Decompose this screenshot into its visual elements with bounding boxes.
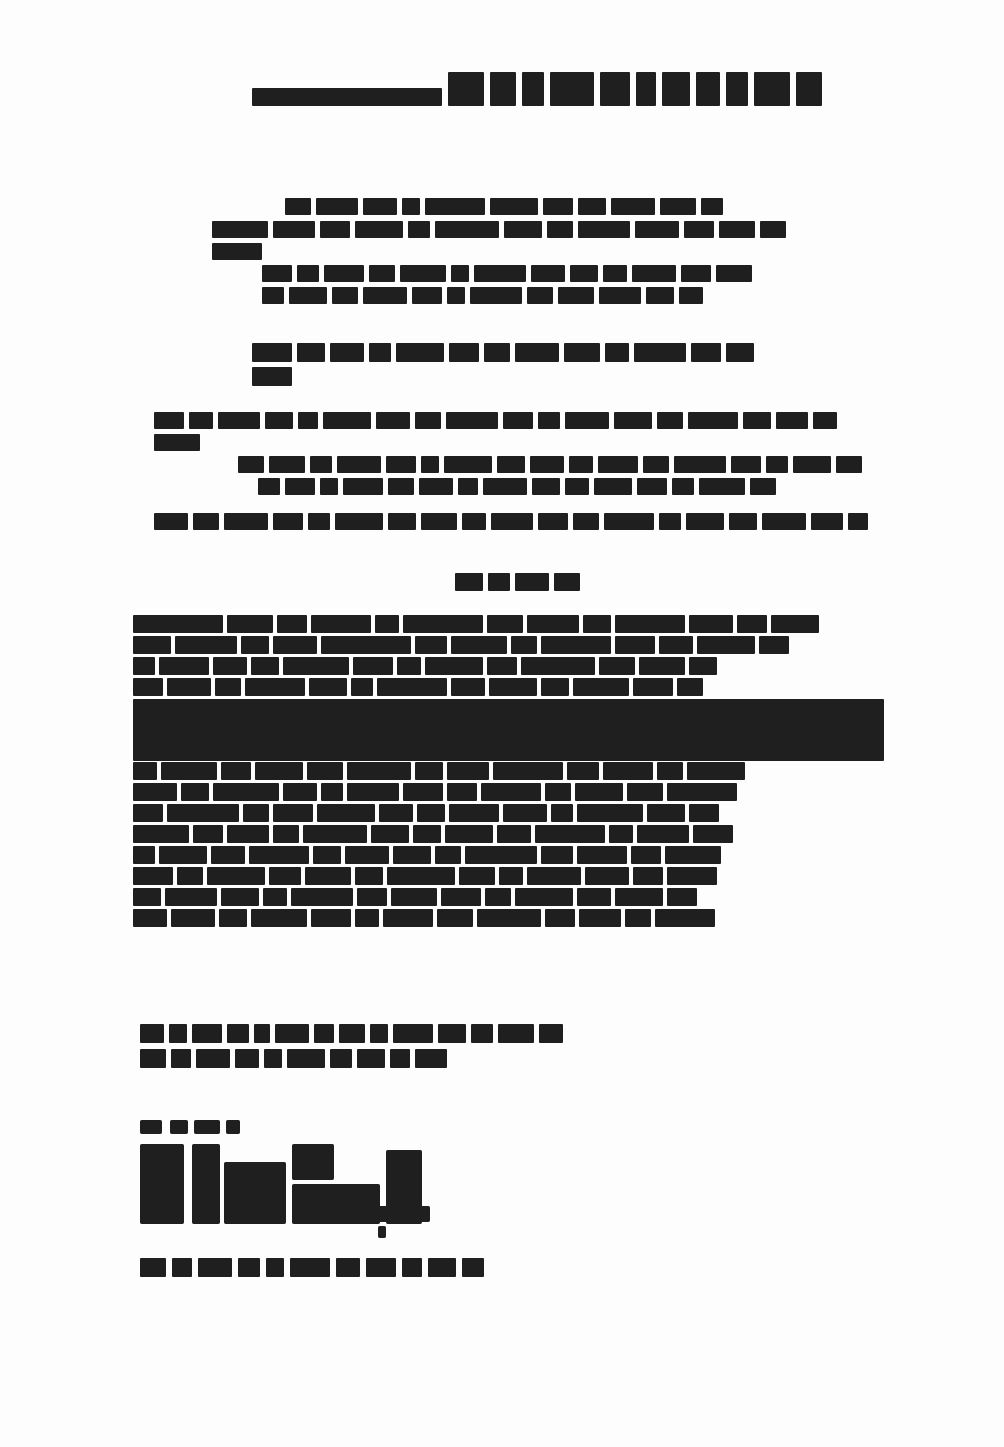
title-segment <box>448 72 484 106</box>
signature-stroke <box>292 1184 380 1224</box>
text-line <box>238 456 874 473</box>
data-table <box>133 615 884 980</box>
text-line <box>140 1024 620 1043</box>
table-row <box>133 678 884 696</box>
notes-block <box>0 1024 1004 1068</box>
text-line <box>212 221 808 260</box>
text-line <box>154 513 874 530</box>
table-row <box>133 699 884 717</box>
table-row <box>133 825 884 843</box>
body-block-1 <box>0 412 1004 530</box>
signature-stroke <box>378 1226 386 1238</box>
table-row <box>133 804 884 822</box>
title-segment <box>662 72 690 106</box>
signature-mark <box>194 1120 220 1134</box>
signature-mark <box>226 1120 240 1134</box>
table-row <box>133 846 884 864</box>
title-segment <box>600 72 630 106</box>
title-segment <box>726 72 748 106</box>
text-line <box>262 265 758 282</box>
text-line <box>452 573 582 591</box>
text-line <box>285 198 745 215</box>
signature-stroke <box>368 1206 430 1222</box>
signature-mark <box>170 1120 188 1134</box>
document-title <box>252 70 892 106</box>
table-row <box>133 720 884 738</box>
table-row <box>133 615 884 633</box>
signature-area <box>140 1120 460 1250</box>
title-segment <box>636 72 656 106</box>
table-row <box>133 888 884 906</box>
table-row <box>133 741 884 759</box>
signature-stroke <box>192 1144 220 1224</box>
table-row <box>133 783 884 801</box>
table-row <box>133 636 884 654</box>
signature-stroke <box>140 1144 184 1224</box>
table-row <box>133 909 884 927</box>
subheading-block <box>0 343 1004 386</box>
text-line <box>258 478 818 495</box>
title-segment <box>796 72 822 106</box>
title-segment <box>252 88 442 106</box>
title-segment <box>696 72 720 106</box>
table-row <box>133 657 884 675</box>
title-segment <box>754 72 790 106</box>
signature-mark <box>140 1120 162 1134</box>
table-row <box>133 762 884 780</box>
text-line <box>262 287 758 304</box>
text-line <box>140 1049 470 1068</box>
table-row <box>133 867 884 885</box>
text-line <box>154 412 874 451</box>
table-caption <box>0 573 1004 591</box>
footer-line <box>140 1258 484 1277</box>
heading-block <box>0 198 1004 304</box>
title-segment <box>550 72 594 106</box>
title-segment <box>490 72 516 106</box>
signature-stroke <box>292 1144 334 1180</box>
text-line <box>252 343 780 386</box>
signature-stroke <box>224 1162 286 1224</box>
title-segment <box>522 72 544 106</box>
